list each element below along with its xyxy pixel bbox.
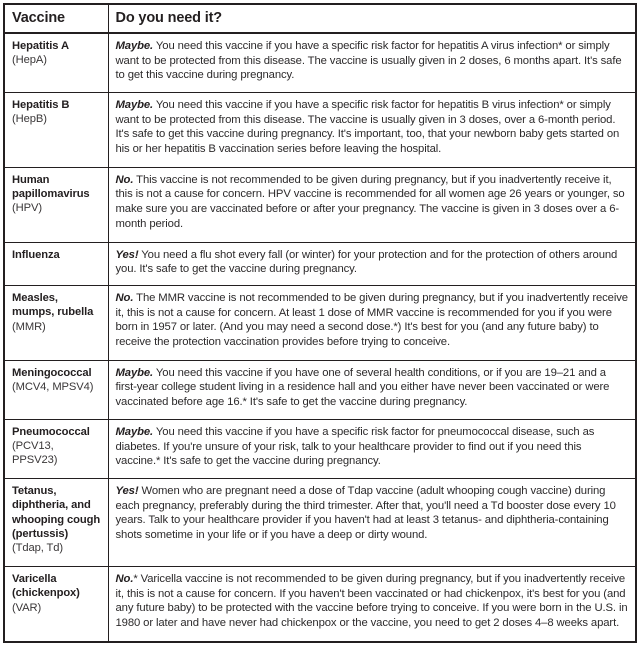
vaccine-name-cell — [5, 567, 108, 641]
column-header-need: Do you need it? — [108, 5, 635, 33]
recommendation-answer: Yes! — [115, 248, 139, 261]
recommendation-cell — [108, 479, 635, 567]
recommendation-cell — [108, 33, 635, 93]
recommendation-answer: Maybe. — [115, 366, 154, 379]
vaccine-abbreviation: (MCV4, MPSV4) — [12, 381, 94, 394]
vaccine-name-cell — [5, 479, 108, 567]
recommendation-text: You need a flu shot every fall (or winter) for your protection and for the protection of others around you. It's safe to get the vaccine during pregnancy. — [115, 248, 618, 276]
table-row — [5, 93, 635, 168]
vaccine-name: Varicella (chickenpox) — [12, 573, 80, 600]
vaccine-abbreviation: (HepB) — [12, 113, 47, 126]
recommendation-answer: No. — [115, 573, 134, 586]
table-row — [5, 479, 635, 567]
recommendation-text: You need this vaccine if you have one of several health conditions, or if you are 19–21 and a first-year college student living in a residence hall and you either have never been vaccinated or were vaccinated before age 16.* It's safe to get the vaccine during pregnancy. — [115, 366, 610, 409]
vaccine-name-cell — [5, 93, 108, 168]
recommendation-answer: No. — [115, 292, 134, 305]
table-row — [5, 33, 635, 93]
vaccine-abbreviation: (VAR) — [12, 601, 42, 614]
vaccine-table-container — [3, 3, 637, 643]
recommendation-text: You need this vaccine if you have a specific risk factor for pneumococcal disease, such as diabetes. If you're unsure of your risk, talk to your healthcare provider to find out if you need this vaccine.* It's safe to get the vaccine during pregnancy. — [115, 426, 595, 468]
table-row — [5, 567, 635, 641]
recommendation-answer: Yes! — [115, 485, 139, 498]
vaccine-abbreviation: (MMR) — [12, 320, 46, 333]
recommendation-footnote-marker: * — [133, 573, 138, 586]
table-row — [5, 360, 635, 419]
vaccine-name-cell — [5, 242, 108, 286]
vaccine-name-cell — [5, 167, 108, 242]
recommendation-text: Varicella vaccine is not recommended to be given during pregnancy, but if you inadvertently receive it, this is not a cause for concern. If you haven't been vaccinated or had chickenpox, it's best for you (and any future baby) to be protected with the vaccine before trying to conceive. If you were born in the U.S. in 1980 or later and have never had chickenpox or the vaccine, you need to get 2 doses 4–8 weeks apart. — [115, 573, 628, 630]
vaccine-name: Human papillomavirus — [12, 173, 90, 201]
table-row — [5, 167, 635, 242]
recommendation-cell — [108, 567, 635, 641]
table-row — [5, 420, 635, 479]
column-header-vaccine: Vaccine — [5, 5, 108, 33]
vaccine-name: Measles, mumps, rubella — [12, 292, 94, 319]
vaccine-table — [5, 5, 635, 641]
recommendation-cell — [108, 286, 635, 361]
recommendation-answer: Maybe. — [115, 40, 154, 52]
recommendation-cell — [108, 167, 635, 242]
vaccine-name: Hepatitis A — [12, 40, 69, 52]
recommendation-text: You need this vaccine if you have a specific risk factor for hepatitis A virus infection* or simply want to be protected from this disease. The vaccine is usually given in 2 doses, 6 months apart. It's safe to get this vaccine during pregnancy. — [115, 40, 622, 82]
recommendation-answer: Maybe. — [115, 426, 154, 439]
header-row — [5, 5, 635, 33]
table-row — [5, 286, 635, 361]
recommendation-cell — [108, 242, 635, 286]
recommendation-cell — [108, 360, 635, 419]
vaccine-name-cell — [5, 420, 108, 479]
table-row — [5, 242, 635, 286]
vaccine-name: Influenza — [12, 248, 60, 261]
vaccine-name: Meningococcal — [12, 366, 92, 379]
vaccine-name: Hepatitis B — [12, 99, 70, 112]
recommendation-answer: Maybe. — [115, 99, 154, 112]
vaccine-name: Tetanus, diphtheria, and whooping cough (pertussis) — [12, 485, 101, 540]
vaccine-name-cell — [5, 33, 108, 93]
recommendation-answer: No. — [115, 173, 134, 186]
vaccine-name-cell — [5, 360, 108, 419]
vaccine-name: Pneumococcal — [12, 426, 90, 439]
vaccine-name-cell — [5, 286, 108, 361]
recommendation-cell — [108, 93, 635, 168]
recommendation-text: The MMR vaccine is not recommended to be given during pregnancy, but if you inadvertently receive it, this is not a cause for concern. At least 1 dose of MMR vaccine is recommended for you if you were born in 1957 or later. (And you may need a second dose.*) It's best for you (and any future baby) to receive the protection vaccination provides before trying to conceive. — [115, 292, 628, 348]
recommendation-cell — [108, 420, 635, 479]
recommendation-text: This vaccine is not recommended to be given during pregnancy, but if you inadvertently receive it, this is not a cause for concern. HPV vaccine is recommended for all women age 26 years or younger, so make sure you are vaccinated before or after your pregnancy. The vaccine is given in 3 doses over a 6-month period. — [115, 173, 625, 230]
vaccine-abbreviation: (PCV13, PPSV23) — [12, 440, 58, 467]
table-body — [5, 33, 635, 641]
table-header — [5, 5, 635, 33]
vaccine-abbreviation: (HepA) — [12, 54, 47, 67]
vaccine-abbreviation: (Tdap, Td) — [12, 542, 64, 555]
recommendation-text: You need this vaccine if you have a specific risk factor for hepatitis B virus infection* or simply want to be protected from this disease. The vaccine is usually given in 3 doses, over a 6-month period. It's safe to get this vaccine during pregnancy. It's important, too, that your newborn baby gets started on his or her hepatitis B vaccination series before leaving the hospital. — [115, 99, 620, 155]
recommendation-text: Women who are pregnant need a dose of Tdap vaccine (adult whooping cough vaccine) during each pregnancy, preferably during the third trimester. After that, you'll need a Td booster dose every 10 years. Talk to your healthcare provider if you haven't had at least 3 tetanus- and diphtheria-containing shots sometime in your life or if you have a deep or dirty wound. — [115, 485, 616, 541]
vaccine-abbreviation: (HPV) — [12, 202, 42, 215]
